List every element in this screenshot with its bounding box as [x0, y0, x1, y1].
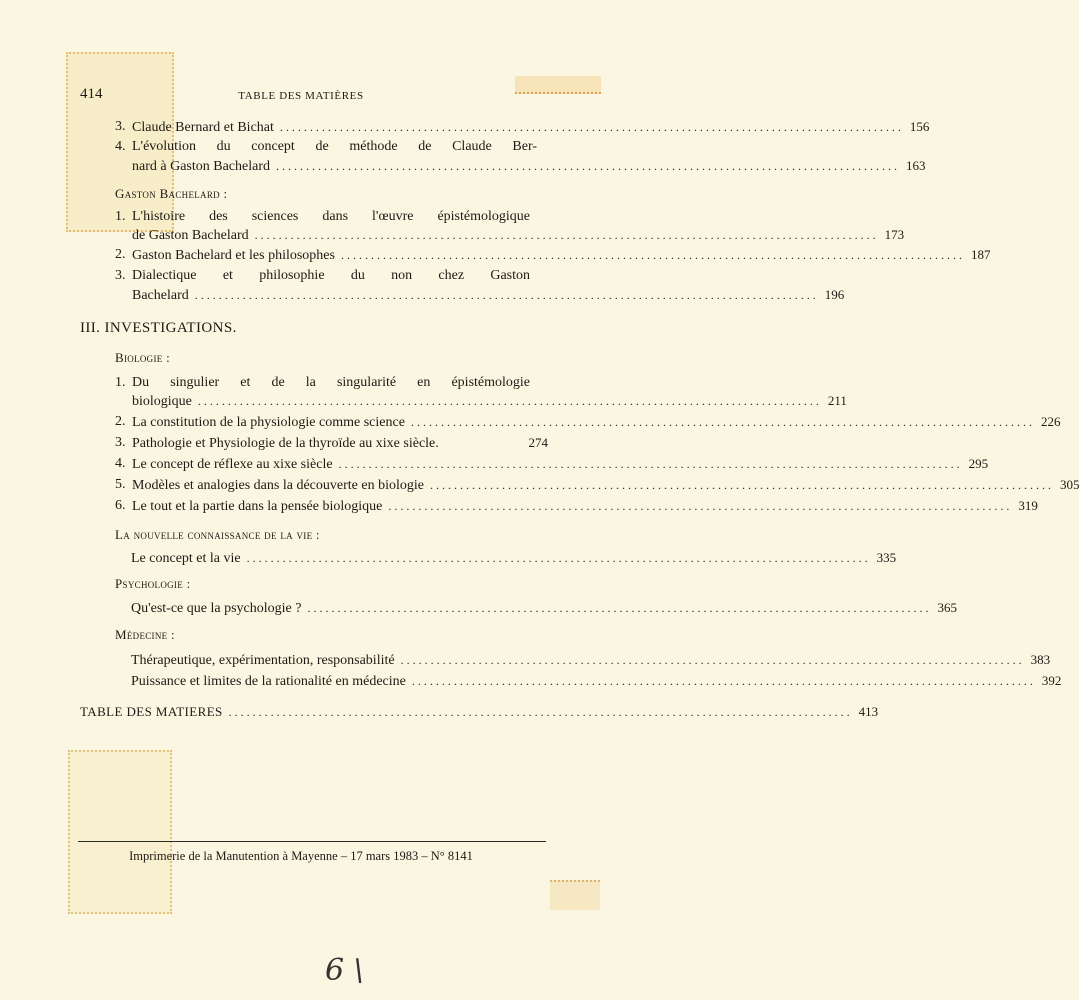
entry-title-line: Du singulier et de la singularité en épistémologie — [132, 375, 530, 390]
section-heading: Biologie : — [115, 350, 171, 365]
entry-title-line: Bachelard — [132, 288, 189, 303]
entry-number: 5. — [115, 477, 126, 492]
toc-entry — [115, 266, 845, 304]
entry-page: 173 — [884, 227, 905, 242]
entry-page: 226 — [1040, 414, 1061, 429]
entry-title: Modèles et analogies dans la découverte en biologie — [132, 478, 424, 493]
toc-entry — [115, 373, 847, 411]
handwritten-mark: 6 \ — [325, 953, 364, 988]
toc-entry — [131, 548, 897, 567]
entry-page: 335 — [876, 550, 897, 565]
entry-title-line: biologique — [132, 394, 192, 409]
dot-leader: ........................................................................................................ — [307, 601, 932, 615]
toc-entry — [115, 454, 989, 473]
entry-title: Qu'est-ce que la psychologie ? — [131, 601, 302, 616]
entry-number: 2. — [115, 247, 126, 262]
entry-page: 295 — [968, 456, 989, 471]
toc-entry — [115, 245, 991, 264]
entry-title: Le concept de réflexe au xixe siècle — [132, 457, 333, 472]
entry-page: 274 — [528, 435, 548, 450]
printer-imprint: Imprimerie de la Manutention à Mayenne – 17 mars 1983 – N° 8141 — [129, 849, 473, 863]
toc-entry — [115, 475, 1079, 494]
entry-page: 392 — [1041, 673, 1062, 688]
dot-leader: ........................................................................................................ — [279, 120, 904, 134]
dot-leader: ........................................................................................................ — [411, 674, 1036, 688]
entry-page: 156 — [909, 119, 930, 134]
entry-page: 163 — [906, 158, 926, 173]
entry-number: 6. — [115, 498, 126, 513]
dot-leader: ........................................................................................................ — [400, 653, 1025, 667]
entry-title: Gaston Bachelard et les philosophes — [132, 248, 335, 263]
dot-leader: ........................................................................................................ — [197, 394, 822, 408]
dot-leader: ........................................................................................................ — [194, 288, 819, 302]
toc-entry — [115, 137, 926, 175]
footer-rule — [78, 841, 546, 842]
dot-leader: ........................................................................................................ — [246, 551, 871, 565]
entry-page: 319 — [1018, 498, 1038, 513]
entry-number: 2. — [115, 414, 126, 429]
page-number: 414 — [80, 86, 103, 102]
entry-page: 413 — [858, 704, 879, 719]
entry-number: 4. — [115, 456, 126, 471]
dot-leader: ........................................................................................................ — [410, 415, 1035, 429]
entry-title: Thérapeutique, expérimentation, responsabilité — [131, 653, 395, 668]
entry-page: 383 — [1030, 652, 1051, 667]
running-head: TABLE DES MATIÈRES — [238, 90, 364, 102]
entry-title-line: Dialectique et philosophie du non chez Gaston — [132, 268, 530, 283]
toc-entry — [80, 702, 879, 721]
entry-title-line: de Gaston Bachelard — [132, 228, 249, 243]
entry-title-line: L'évolution du concept de méthode de Claude Ber- — [132, 139, 537, 154]
dot-leader: ........................................................................................................ — [388, 499, 1013, 513]
entry-number: 3. — [115, 119, 126, 134]
entry-page: 365 — [937, 600, 957, 615]
dot-leader: ........................................................................................................ — [228, 705, 853, 719]
entry-number: 3. — [115, 435, 126, 450]
dot-leader: ........................................................................................................ — [338, 457, 963, 471]
entry-number: 1. — [115, 209, 126, 224]
entry-title-line: L'histoire des sciences dans l'œuvre épistémologique — [132, 209, 530, 224]
section-heading: La nouvelle connaissance de la vie : — [115, 527, 320, 542]
tape-stain-bottom-right — [550, 880, 600, 910]
toc-entry — [115, 433, 548, 452]
entry-title: Puissance et limites de la rationalité en médecine — [131, 674, 406, 689]
entry-page: 211 — [827, 393, 847, 408]
entry-number: 3. — [115, 268, 126, 283]
toc-entry — [115, 412, 1061, 431]
entry-title: Pathologie et Physiologie de la thyroïde au xixe siècle. — [132, 436, 439, 451]
entry-title: La constitution de la physiologie comme science — [132, 415, 405, 430]
entry-number: 4. — [115, 139, 126, 154]
entry-page: 187 — [970, 247, 991, 262]
toc-entry — [115, 207, 905, 245]
section-heading: Psychologie : — [115, 576, 191, 591]
entry-title: Claude Bernard et Bichat — [132, 120, 274, 135]
entry-title: TABLE DES MATIERES — [80, 704, 223, 719]
entry-title: Le tout et la partie dans la pensée biologique — [132, 499, 383, 514]
dot-leader: ........................................................................................................ — [254, 228, 879, 242]
toc-entry — [131, 671, 1062, 690]
part-heading: III. INVESTIGATIONS. — [80, 320, 237, 336]
dot-leader: ........................................................................................................ — [276, 159, 900, 173]
dot-leader: ........................................................................................................ — [429, 478, 1054, 492]
entry-title-line: nard à Gaston Bachelard — [132, 159, 270, 174]
tape-stain-bottom-left — [68, 750, 172, 914]
toc-entry — [131, 650, 1051, 669]
entry-title: Le concept et la vie — [131, 551, 241, 566]
dot-leader: ........................................................................................................ — [340, 248, 965, 262]
toc-entry — [115, 117, 930, 136]
toc-entry — [131, 598, 957, 617]
section-heading: Gaston Bachelard : — [115, 186, 228, 201]
section-heading: Médecine : — [115, 627, 175, 642]
toc-entry — [115, 496, 1038, 515]
entry-page: 305 — [1059, 477, 1079, 492]
entry-number: 1. — [115, 375, 126, 390]
entry-page: 196 — [824, 287, 845, 302]
